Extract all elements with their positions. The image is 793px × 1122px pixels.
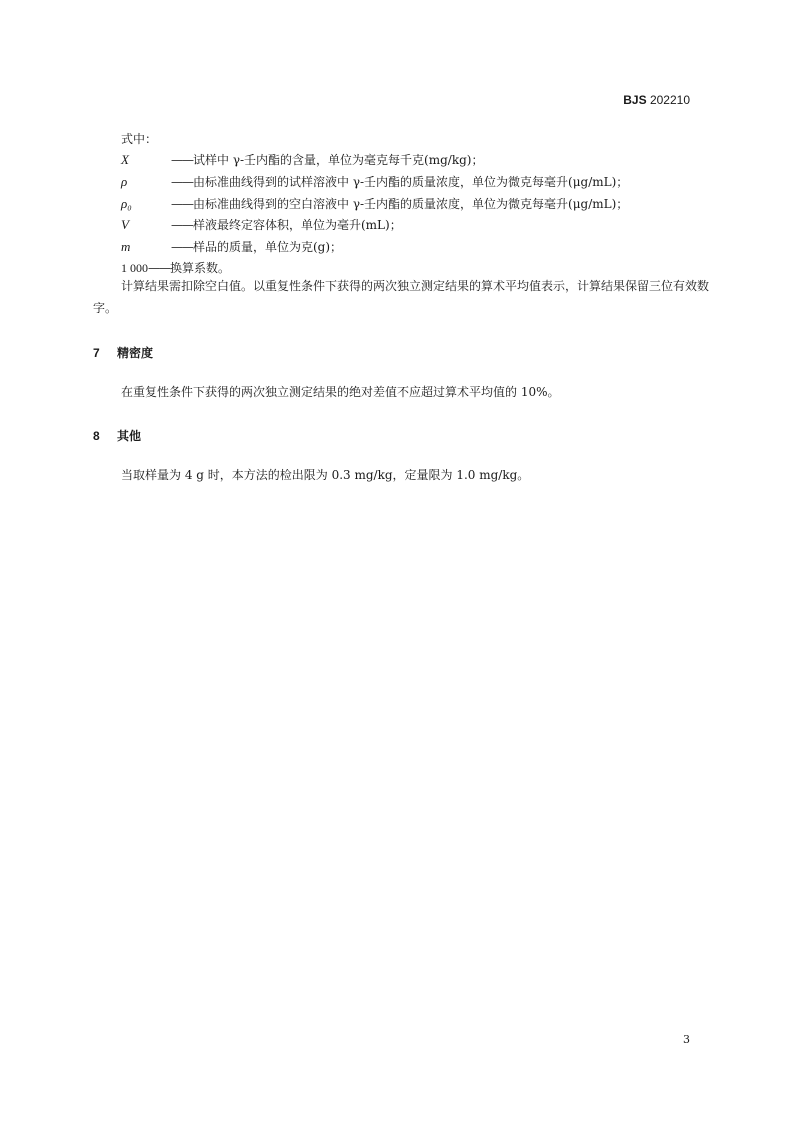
definition-text: 样品的质量，单位为克(g)； [193,240,343,254]
definition-dash: —— [148,261,170,275]
definition-symbol: ρ₀ [121,196,132,211]
definition-text: 由标准曲线得到的试样溶液中 γ-壬内酯的质量浓度，单位为微克每毫升(μg/mL)； [193,175,629,189]
definition-symbol: 1 000 [121,261,148,275]
definition-dash: —— [171,218,193,232]
section-7-heading [93,344,153,361]
section-title: 精密度 [117,346,154,360]
section-number: 7 [93,346,100,360]
definition-text: 试样中 γ-壬内酯的含量，单位为毫克每千克(mg/kg)； [193,153,484,167]
definition-x [121,152,483,168]
where-label: 式中： [121,132,158,146]
page-number: 3 [683,1033,690,1046]
definition-symbol: ρ [121,174,128,189]
definition-dash: —— [171,153,193,167]
definition-1000 [121,260,230,276]
section-8-body: 当取样量为 4 g 时，本方法的检出限为 0.3 mg/kg，定量限为 1.0 mg/kg。 [121,468,530,482]
document-code-prefix: BJS [623,93,647,107]
definition-symbol: m [121,239,131,254]
section-8-heading [93,427,141,444]
definition-v [121,217,402,233]
definition-rho0 [121,196,628,212]
definition-symbol: V [121,217,129,232]
definition-text: 换算系数。 [170,261,231,275]
section-number: 8 [93,429,100,443]
definition-m [121,239,342,255]
document-code-number: 202210 [649,93,690,107]
document-code [623,93,690,107]
definition-dash: —— [171,197,193,211]
definition-text: 由标准曲线得到的空白溶液中 γ-壬内酯的质量浓度，单位为微克每毫升(μg/mL)； [193,197,629,211]
section-title: 其他 [117,429,142,443]
definition-symbol: X [121,152,129,167]
section-7-body: 在重复性条件下获得的两次独立测定结果的绝对差值不应超过算术平均值的 10%。 [121,385,560,399]
definition-rho [121,174,628,190]
definition-text: 样液最终定容体积，单位为毫升(mL)； [193,218,402,232]
calculation-note: 计算结果需扣除空白值。以重复性条件下获得的两次独立测定结果的算术平均值表示，计算结果保留三位有效数字。 [93,279,710,315]
definition-dash: —— [171,240,193,254]
definition-dash: —— [171,175,193,189]
